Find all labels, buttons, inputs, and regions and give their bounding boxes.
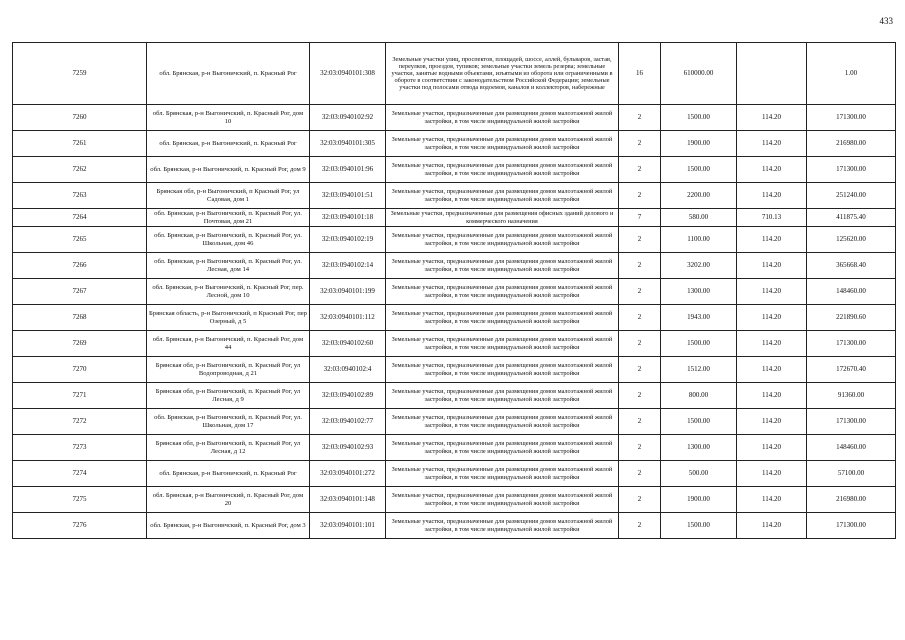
area-cell: 1500.00 xyxy=(661,157,737,183)
specific-value-cell: 114.20 xyxy=(737,183,807,209)
cadastral-value-cell: 221890.60 xyxy=(807,305,896,331)
cadastral-number-cell: 32:03:0940101:18 xyxy=(310,209,386,227)
cadastral-value-cell: 171300.00 xyxy=(807,331,896,357)
address-cell: обл. Брянская, р-н Выгоничский, п. Красный Рог, ул. Школьная, дом 46 xyxy=(147,227,310,253)
cadastral-value-cell: 91360.00 xyxy=(807,383,896,409)
area-cell: 1943.00 xyxy=(661,305,737,331)
address-cell: обл. Брянская, р-н Выгоничский, п. Красный Рог, дом 44 xyxy=(147,331,310,357)
specific-value-cell: 114.20 xyxy=(737,157,807,183)
table-row xyxy=(13,487,896,513)
row-number: 7273 xyxy=(13,435,147,461)
table-body xyxy=(13,43,896,539)
use-code-cell: 2 xyxy=(619,435,661,461)
area-cell: 1512.00 xyxy=(661,357,737,383)
row-number: 7260 xyxy=(13,105,147,131)
address-cell: обл. Брянская, р-н Выгоничский, п. Красный Рог, дом 3 xyxy=(147,513,310,539)
table-row xyxy=(13,253,896,279)
row-number: 7270 xyxy=(13,357,147,383)
use-code-cell: 2 xyxy=(619,409,661,435)
cadastral-number-cell: 32:03:0940101:51 xyxy=(310,183,386,209)
land-use-cell: Земельные участки, предназначенные для размещения домов малоэтажной жилой застройки, в том числе индивидуальной жилой застройки xyxy=(386,461,619,487)
land-use-cell: Земельные участки, предназначенные для размещения домов малоэтажной жилой застройки, в том числе индивидуальной жилой застройки xyxy=(386,435,619,461)
address-cell: Брянская обл, р-н Выгоничский, п Красный Рог, ул Садовая, дом 1 xyxy=(147,183,310,209)
specific-value-cell: 114.20 xyxy=(737,331,807,357)
land-use-cell: Земельные участки, предназначенные для размещения домов малоэтажной жилой застройки, в том числе индивидуальной жилой застройки xyxy=(386,331,619,357)
cadastral-value-cell: 1.00 xyxy=(807,43,896,105)
row-number: 7265 xyxy=(13,227,147,253)
row-number: 7275 xyxy=(13,487,147,513)
address-cell: обл. Брянская, р-н Выгоничский, п. Красный Рог xyxy=(147,131,310,157)
specific-value-cell: 114.20 xyxy=(737,253,807,279)
specific-value-cell xyxy=(737,43,807,105)
area-cell: 1900.00 xyxy=(661,487,737,513)
area-cell: 1500.00 xyxy=(661,331,737,357)
address-cell: обл. Брянская, р-н Выгоничский, п. Красный Рог, дом 20 xyxy=(147,487,310,513)
use-code-cell: 2 xyxy=(619,183,661,209)
cadastral-value-cell: 171300.00 xyxy=(807,105,896,131)
use-code-cell: 2 xyxy=(619,227,661,253)
land-use-cell: Земельные участки, предназначенные для размещения домов малоэтажной жилой застройки, в том числе индивидуальной жилой застройки xyxy=(386,157,619,183)
area-cell: 1100.00 xyxy=(661,227,737,253)
row-number: 7272 xyxy=(13,409,147,435)
table-row xyxy=(13,305,896,331)
use-code-cell: 2 xyxy=(619,357,661,383)
cadastral-value-cell: 365668.40 xyxy=(807,253,896,279)
cadastral-number-cell: 32:03:0940101:305 xyxy=(310,131,386,157)
address-cell: обл. Брянская, р-н Выгоничский, п. Красный Рог, ул. Лесная, дом 14 xyxy=(147,253,310,279)
land-use-cell: Земельные участки, предназначенные для размещения домов малоэтажной жилой застройки, в том числе индивидуальной жилой застройки xyxy=(386,253,619,279)
row-number: 7261 xyxy=(13,131,147,157)
specific-value-cell: 114.20 xyxy=(737,227,807,253)
area-cell: 1500.00 xyxy=(661,409,737,435)
cadastral-number-cell: 32:03:0940102:4 xyxy=(310,357,386,383)
cadastral-number-cell: 32:03:0940102:19 xyxy=(310,227,386,253)
cadastral-number-cell: 32:03:0940101:272 xyxy=(310,461,386,487)
land-use-cell: Земельные участки, предназначенные для размещения домов малоэтажной жилой застройки, в том числе индивидуальной жилой застройки xyxy=(386,409,619,435)
row-number: 7269 xyxy=(13,331,147,357)
cadastral-value-cell: 216980.00 xyxy=(807,131,896,157)
table-row xyxy=(13,513,896,539)
table-row xyxy=(13,157,896,183)
land-use-cell: Земельные участки, предназначенные для размещения домов малоэтажной жилой застройки, в том числе индивидуальной жилой застройки xyxy=(386,383,619,409)
cadastral-number-cell: 32:03:0940102:93 xyxy=(310,435,386,461)
specific-value-cell: 114.20 xyxy=(737,105,807,131)
area-cell: 1500.00 xyxy=(661,513,737,539)
use-code-cell: 2 xyxy=(619,305,661,331)
use-code-cell: 2 xyxy=(619,131,661,157)
table-row xyxy=(13,435,896,461)
land-use-cell: Земельные участки, предназначенные для размещения домов малоэтажной жилой застройки, в том числе индивидуальной жилой застройки xyxy=(386,487,619,513)
cadastral-value-cell: 216980.00 xyxy=(807,487,896,513)
cadastral-value-cell: 148460.00 xyxy=(807,279,896,305)
land-use-cell: Земельные участки, предназначенные для размещения домов малоэтажной жилой застройки, в том числе индивидуальной жилой застройки xyxy=(386,183,619,209)
use-code-cell: 2 xyxy=(619,157,661,183)
use-code-cell: 2 xyxy=(619,487,661,513)
specific-value-cell: 114.20 xyxy=(737,435,807,461)
use-code-cell: 2 xyxy=(619,461,661,487)
area-cell: 800.00 xyxy=(661,383,737,409)
cadastral-number-cell: 32:03:0940101:101 xyxy=(310,513,386,539)
use-code-cell: 2 xyxy=(619,513,661,539)
specific-value-cell: 114.20 xyxy=(737,487,807,513)
table-row xyxy=(13,209,896,227)
table-row xyxy=(13,105,896,131)
address-cell: обл. Брянская, р-н Выгоничский, п. Красный Рог, дом 9 xyxy=(147,157,310,183)
cadastral-value-cell: 251240.00 xyxy=(807,183,896,209)
cadastral-value-table xyxy=(12,42,896,539)
use-code-cell: 16 xyxy=(619,43,661,105)
specific-value-cell: 114.20 xyxy=(737,513,807,539)
land-use-cell: Земельные участки, предназначенные для размещения домов малоэтажной жилой застройки, в том числе индивидуальной жилой застройки xyxy=(386,227,619,253)
use-code-cell: 2 xyxy=(619,279,661,305)
address-cell: обл. Брянская, р-н Выгоничский, п. Красный Рог, пер. Лесной, дом 10 xyxy=(147,279,310,305)
area-cell: 2200.00 xyxy=(661,183,737,209)
row-number: 7263 xyxy=(13,183,147,209)
area-cell: 500.00 xyxy=(661,461,737,487)
cadastral-number-cell: 32:03:0940101:112 xyxy=(310,305,386,331)
land-use-cell: Земельные участки, предназначенные для размещения домов малоэтажной жилой застройки, в том числе индивидуальной жилой застройки xyxy=(386,105,619,131)
table-row xyxy=(13,357,896,383)
specific-value-cell: 114.20 xyxy=(737,279,807,305)
row-number: 7266 xyxy=(13,253,147,279)
land-use-cell: Земельные участки, предназначенные для размещения домов малоэтажной жилой застройки, в том числе индивидуальной жилой застройки xyxy=(386,357,619,383)
table-row xyxy=(13,43,896,105)
cadastral-number-cell: 32:03:0940102:77 xyxy=(310,409,386,435)
cadastral-value-cell: 171300.00 xyxy=(807,157,896,183)
use-code-cell: 2 xyxy=(619,105,661,131)
table-row xyxy=(13,461,896,487)
address-cell: обл. Брянская, р-н Выгоничский, п. Красный Рог, ул. Школьная, дом 17 xyxy=(147,409,310,435)
area-cell: 1300.00 xyxy=(661,435,737,461)
table-row xyxy=(13,227,896,253)
cadastral-value-cell: 148460.00 xyxy=(807,435,896,461)
address-cell: Брянская обл, р-н Выгоничский, п. Красный Рог, ул Водопроводная, д 21 xyxy=(147,357,310,383)
specific-value-cell: 114.20 xyxy=(737,357,807,383)
area-cell: 610000.00 xyxy=(661,43,737,105)
use-code-cell: 2 xyxy=(619,331,661,357)
cadastral-value-cell: 57100.00 xyxy=(807,461,896,487)
land-use-cell: Земельные участки, предназначенные для размещения домов малоэтажной жилой застройки, в том числе индивидуальной жилой застройки xyxy=(386,131,619,157)
area-cell: 1900.00 xyxy=(661,131,737,157)
row-number: 7262 xyxy=(13,157,147,183)
cadastral-value-cell: 171300.00 xyxy=(807,513,896,539)
row-number: 7264 xyxy=(13,209,147,227)
specific-value-cell: 114.20 xyxy=(737,131,807,157)
cadastral-number-cell: 32:03:0940101:148 xyxy=(310,487,386,513)
specific-value-cell: 114.20 xyxy=(737,305,807,331)
cadastral-number-cell: 32:03:0940102:89 xyxy=(310,383,386,409)
specific-value-cell: 114.20 xyxy=(737,461,807,487)
cadastral-value-cell: 411875.40 xyxy=(807,209,896,227)
address-cell: обл. Брянская, р-н Выгоничский, п. Красный Рог, дом 10 xyxy=(147,105,310,131)
land-use-cell: Земельные участки, предназначенные для размещения домов малоэтажной жилой застройки, в том числе индивидуальной жилой застройки xyxy=(386,513,619,539)
cadastral-number-cell: 32:03:0940101:199 xyxy=(310,279,386,305)
cadastral-number-cell: 32:03:0940101:96 xyxy=(310,157,386,183)
address-cell: Брянская обл, р-н Выгоничский, п. Красный Рог, ул Лесная, д 9 xyxy=(147,383,310,409)
use-code-cell: 7 xyxy=(619,209,661,227)
use-code-cell: 2 xyxy=(619,383,661,409)
cadastral-value-cell: 172670.40 xyxy=(807,357,896,383)
row-number: 7271 xyxy=(13,383,147,409)
address-cell: обл. Брянская, р-н Выгоничский, п. Красный Рог xyxy=(147,43,310,105)
row-number: 7268 xyxy=(13,305,147,331)
land-use-cell: Земельные участки улиц, проспектов, площадей, шоссе, аллей, бульваров, застав, переулков, проездов, тупиков; земельные участки земель резерва; земельные участки, занятые водными объектами, изъятыми из оборота или ограниченными в обороте в соответствии с законодательством Российской Федерации; земельные участки под полосами отвода водоемов, каналов и коллекторов, набережные xyxy=(386,43,619,105)
land-use-cell: Земельные участки, предназначенные для размещения домов малоэтажной жилой застройки, в том числе индивидуальной жилой застройки xyxy=(386,305,619,331)
address-cell: Брянская область, р-н Выгоничский, п Красный Рог, пер Озерный, д 5 xyxy=(147,305,310,331)
row-number: 7267 xyxy=(13,279,147,305)
address-cell: Брянская обл, р-н Выгоничский, п. Красный Рог, ул Лесная, д 12 xyxy=(147,435,310,461)
table-row xyxy=(13,383,896,409)
cadastral-number-cell: 32:03:0940102:60 xyxy=(310,331,386,357)
cadastral-number-cell: 32:03:0940102:92 xyxy=(310,105,386,131)
row-number: 7274 xyxy=(13,461,147,487)
use-code-cell: 2 xyxy=(619,253,661,279)
specific-value-cell: 114.20 xyxy=(737,409,807,435)
table-row xyxy=(13,279,896,305)
table-row xyxy=(13,183,896,209)
area-cell: 580.00 xyxy=(661,209,737,227)
land-use-cell: Земельные участки, предназначенные для размещения офисных зданий делового и коммерческого назначения xyxy=(386,209,619,227)
cadastral-number-cell: 32:03:0940101:308 xyxy=(310,43,386,105)
area-cell: 3202.00 xyxy=(661,253,737,279)
specific-value-cell: 114.20 xyxy=(737,383,807,409)
row-number: 7259 xyxy=(13,43,147,105)
cadastral-value-cell: 125620.00 xyxy=(807,227,896,253)
row-number: 7276 xyxy=(13,513,147,539)
address-cell: обл. Брянская, р-н Выгоничский, п. Красный Рог, ул. Почтовая, дом 21 xyxy=(147,209,310,227)
cadastral-value-cell: 171300.00 xyxy=(807,409,896,435)
address-cell: обл. Брянская, р-н Выгоничский, п. Красный Рог xyxy=(147,461,310,487)
cadastral-number-cell: 32:03:0940102:14 xyxy=(310,253,386,279)
land-use-cell: Земельные участки, предназначенные для размещения домов малоэтажной жилой застройки, в том числе индивидуальной жилой застройки xyxy=(386,279,619,305)
table-row xyxy=(13,409,896,435)
area-cell: 1300.00 xyxy=(661,279,737,305)
specific-value-cell: 710.13 xyxy=(737,209,807,227)
table-row xyxy=(13,331,896,357)
page-number: 433 xyxy=(879,16,893,26)
area-cell: 1500.00 xyxy=(661,105,737,131)
table-row xyxy=(13,131,896,157)
